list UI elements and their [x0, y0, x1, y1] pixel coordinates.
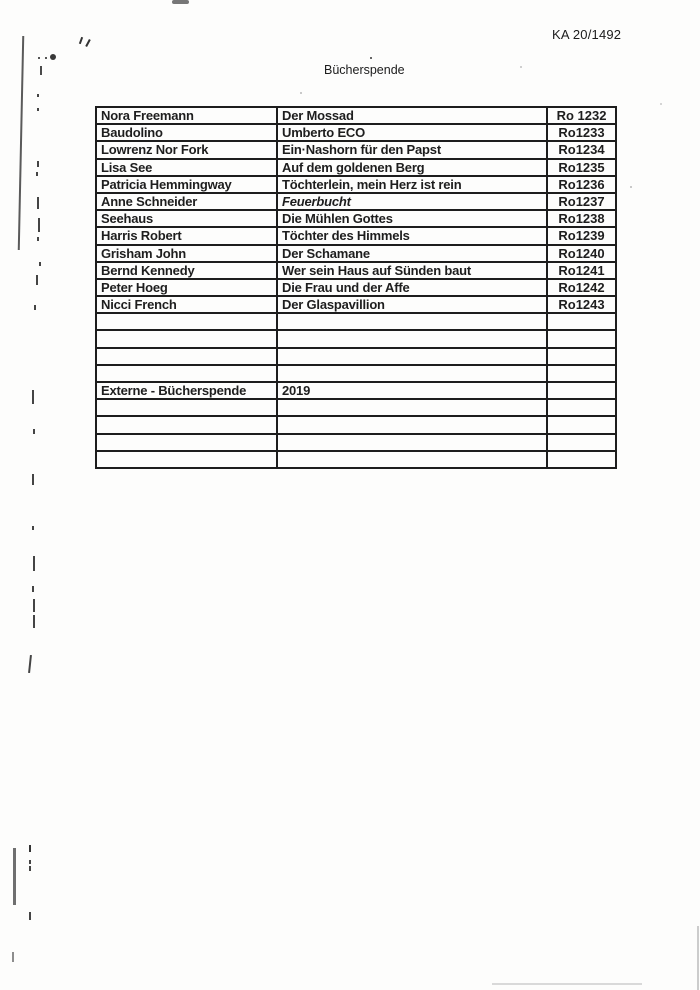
title-cell: Die Frau und der Affe [277, 279, 547, 296]
ref-cell: Ro1233 [547, 124, 616, 141]
author-cell: Lisa See [96, 159, 277, 176]
table-row [96, 262, 616, 279]
table-row [96, 296, 616, 313]
table-row [96, 313, 616, 330]
author-cell [96, 348, 277, 365]
scan-artifact [12, 952, 14, 962]
ref-cell [547, 451, 616, 468]
table-row [96, 245, 616, 262]
author-cell [96, 399, 277, 416]
title-cell [277, 365, 547, 382]
title-cell [277, 330, 547, 347]
author-cell: Lowrenz Nor Fork [96, 141, 277, 158]
table-row [96, 159, 616, 176]
scan-artifact [37, 108, 39, 111]
table-row [96, 210, 616, 227]
author-cell [96, 416, 277, 433]
ref-cell [547, 416, 616, 433]
table-row [96, 227, 616, 244]
ref-cell: Ro1241 [547, 262, 616, 279]
table-row [96, 434, 616, 451]
ref-cell: Ro1242 [547, 279, 616, 296]
scan-artifact [36, 172, 38, 176]
author-cell: Patricia Hemmingway [96, 176, 277, 193]
table-row [96, 416, 616, 433]
scan-artifact [32, 586, 34, 592]
author-cell: Harris Robert [96, 227, 277, 244]
ref-cell: Ro1237 [547, 193, 616, 210]
ref-cell [547, 399, 616, 416]
author-cell [96, 434, 277, 451]
author-cell: Bernd Kennedy [96, 262, 277, 279]
title-cell [277, 416, 547, 433]
title-cell: Der Schamane [277, 245, 547, 262]
scan-artifact [38, 57, 40, 59]
author-cell: Nora Freemann [96, 107, 277, 124]
author-cell [96, 451, 277, 468]
scan-artifact [28, 655, 32, 673]
table-row [96, 107, 616, 124]
author-cell [96, 313, 277, 330]
title-cell: Auf dem goldenen Berg [277, 159, 547, 176]
scan-artifact [37, 94, 39, 97]
scan-artifact [33, 429, 35, 434]
scan-artifact [37, 197, 39, 209]
author-cell: Grisham John [96, 245, 277, 262]
table-row [96, 348, 616, 365]
table-row [96, 124, 616, 141]
title-cell: 2019 [277, 382, 547, 399]
book-donation-table [95, 106, 617, 469]
scan-artifact [660, 103, 662, 105]
title-cell: Feuerbucht [277, 193, 547, 210]
title-cell [277, 451, 547, 468]
scan-artifact [33, 599, 35, 612]
scan-artifact [300, 92, 302, 94]
table-row [96, 399, 616, 416]
ref-cell: Ro1235 [547, 159, 616, 176]
ref-cell [547, 365, 616, 382]
document-reference: KA 20/1492 [552, 27, 622, 42]
scan-artifact [13, 848, 16, 905]
author-cell: Anne Schneider [96, 193, 277, 210]
ref-cell: Ro1238 [547, 210, 616, 227]
scan-artifact [172, 0, 189, 4]
scan-artifact [45, 57, 47, 59]
scan-artifact [32, 390, 34, 404]
ref-cell: Ro1240 [547, 245, 616, 262]
scan-artifact [85, 39, 91, 47]
table-row [96, 330, 616, 347]
ref-cell: Ro1234 [547, 141, 616, 158]
author-cell: Externe - Bücherspende [96, 382, 277, 399]
title-cell: Der Mossad [277, 107, 547, 124]
author-cell: Seehaus [96, 210, 277, 227]
table-row [96, 176, 616, 193]
title-cell [277, 348, 547, 365]
scan-artifact [630, 186, 632, 188]
author-cell: Baudolino [96, 124, 277, 141]
scan-artifact [697, 926, 699, 990]
ref-cell [547, 434, 616, 451]
scan-artifact [33, 556, 35, 571]
ref-cell: Ro1239 [547, 227, 616, 244]
ref-cell: Ro 1232 [547, 107, 616, 124]
scan-artifact [370, 57, 372, 59]
scan-artifact [50, 54, 56, 60]
title-cell [277, 399, 547, 416]
title-cell: Wer sein Haus auf Sünden baut [277, 262, 547, 279]
title-cell [277, 434, 547, 451]
scan-artifact [32, 474, 34, 485]
table-row [96, 365, 616, 382]
ref-cell [547, 348, 616, 365]
author-cell: Nicci French [96, 296, 277, 313]
title-cell [277, 313, 547, 330]
author-cell [96, 330, 277, 347]
title-cell: Umberto ECO [277, 124, 547, 141]
scan-artifact [34, 305, 36, 310]
scan-artifact [36, 275, 38, 285]
scan-artifact [29, 860, 31, 864]
author-cell [96, 365, 277, 382]
ref-cell: Ro1243 [547, 296, 616, 313]
scan-artifact [37, 161, 39, 167]
scan-artifact [18, 36, 24, 250]
page-title: Bücherspende [324, 63, 405, 77]
author-cell: Peter Hoeg [96, 279, 277, 296]
scan-artifact [520, 66, 522, 68]
scan-artifact [40, 66, 42, 75]
ref-cell [547, 382, 616, 399]
scan-artifact [38, 218, 40, 232]
table-row [96, 279, 616, 296]
table-row [96, 451, 616, 468]
table-row [96, 382, 616, 399]
scan-artifact [29, 845, 31, 852]
scan-artifact [39, 262, 41, 266]
title-cell: Der Glaspavillion [277, 296, 547, 313]
title-cell: Töchterlein, mein Herz ist rein [277, 176, 547, 193]
scan-artifact [37, 237, 39, 241]
ref-cell [547, 313, 616, 330]
scan-artifact [32, 526, 34, 530]
table-row [96, 141, 616, 158]
scan-artifact [29, 866, 31, 871]
title-cell: Töchter des Himmels [277, 227, 547, 244]
scan-artifact [29, 912, 31, 920]
ref-cell [547, 330, 616, 347]
scan-artifact [492, 983, 642, 985]
scan-artifact [33, 615, 35, 628]
title-cell: Die Mühlen Gottes [277, 210, 547, 227]
table-row [96, 193, 616, 210]
scan-artifact [79, 37, 83, 44]
title-cell: Ein·Nashorn für den Papst [277, 141, 547, 158]
ref-cell: Ro1236 [547, 176, 616, 193]
